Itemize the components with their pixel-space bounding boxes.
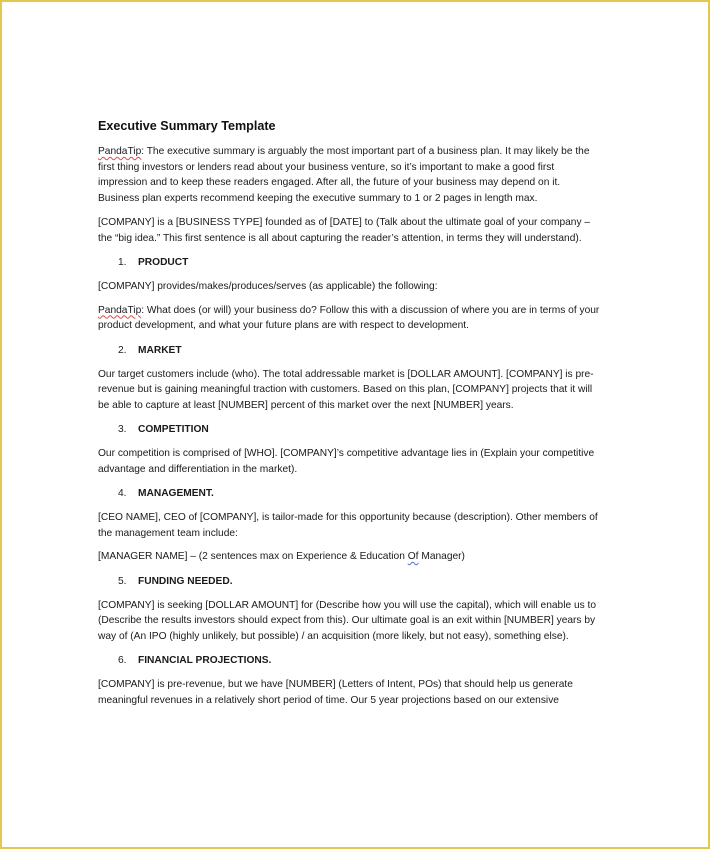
section-title: MANAGEMENT. bbox=[138, 488, 214, 499]
funding-paragraph: [COMPANY] is seeking [DOLLAR AMOUNT] for (Describe how you will use the capital), which will enable us to (Describe the results investors should expect from this). Our ultimate goal is an exit within [NUMBER] years by way of (An IPO (highly unlikely, but possible) / an acquisition (more likely, but not easy), something else). bbox=[98, 599, 597, 642]
product-tip-paragraph bbox=[98, 303, 602, 334]
section-title: PRODUCT bbox=[138, 257, 189, 268]
intro-tip-text: : The executive summary is arguably the most important part of a business plan. It may likely be the first thing investors or lenders read about your business venture, so it’s important to make a good first impression and to keep these readers engaged. After all, the future of your business may depend on it. Business plan experts recommend keeping the executive summary to 1 or 2 pages in length max. bbox=[98, 146, 590, 204]
section-title: COMPETITION bbox=[138, 424, 209, 435]
section-number: 5. bbox=[118, 575, 127, 587]
section-title: MARKET bbox=[138, 344, 182, 356]
manager-line bbox=[98, 549, 602, 565]
manager-line-before: [MANAGER NAME] – (2 sentences max on Experience & Education bbox=[98, 551, 408, 562]
intro-tip-label: PandaTip bbox=[98, 146, 142, 157]
financial-projections-paragraph: [COMPANY] is pre-revenue, but we have [NUMBER] (Letters of Intent, POs) that should help us generate meaningful revenues in a relatively short period of time. Our 5 year projections based on our extensive bbox=[98, 679, 573, 706]
company-intro-paragraph: [COMPANY] is a [BUSINESS TYPE] founded as of [DATE] to (Talk about the ultimate goal of your company – the “big idea.” This first sentence is all about capturing the reader’s attention, in terms they will understand). bbox=[98, 217, 591, 244]
market-paragraph: Our target customers include (who). The total addressable market is [DOLLAR AMOUNT]. [COMPANY] is pre-revenue but is gaining meaningful traction with customers. Based on this plan, [COMPANY] projects that it will be able to capture at least [NUMBER] percent of this market over the next [NUMBER] years. bbox=[98, 368, 594, 411]
intro-tip-paragraph bbox=[98, 144, 602, 206]
section-number: 2. bbox=[118, 344, 127, 356]
section-heading-funding bbox=[98, 574, 602, 589]
product-tip-text: : What does (or will) your business do? Follow this with a discussion of where you are in terms of your product development, and what your future plans are with respect to development. bbox=[98, 304, 600, 331]
manager-line-after: Manager) bbox=[418, 551, 465, 562]
document-title: Executive Summary Template bbox=[98, 119, 276, 133]
section-title: FINANCIAL PROJECTIONS. bbox=[138, 655, 272, 666]
section-number: 1. bbox=[118, 257, 127, 268]
manager-line-flagged-word: Of bbox=[407, 551, 419, 562]
section-number: 4. bbox=[118, 488, 127, 499]
section-title: FUNDING NEEDED. bbox=[138, 575, 233, 587]
section-number: 6. bbox=[118, 655, 127, 666]
section-heading-product bbox=[98, 255, 602, 270]
competition-paragraph: Our competition is comprised of [WHO]. [COMPANY]’s competitive advantage lies in (Explain your competitive advantage and differentiation in the market). bbox=[98, 448, 595, 475]
document-page bbox=[98, 118, 602, 717]
section-heading-financial-projections bbox=[98, 653, 602, 668]
product-tip-label: PandaTip bbox=[98, 304, 142, 316]
section-number: 3. bbox=[118, 424, 127, 435]
section-heading-competition bbox=[98, 422, 602, 437]
product-paragraph: [COMPANY] provides/makes/produces/serves (as applicable) the following: bbox=[98, 281, 438, 292]
management-paragraph: [CEO NAME], CEO of [COMPANY], is tailor-made for this opportunity because (description). Other members of the management team include: bbox=[98, 512, 598, 539]
section-heading-market bbox=[98, 343, 602, 358]
section-heading-management bbox=[98, 486, 602, 501]
